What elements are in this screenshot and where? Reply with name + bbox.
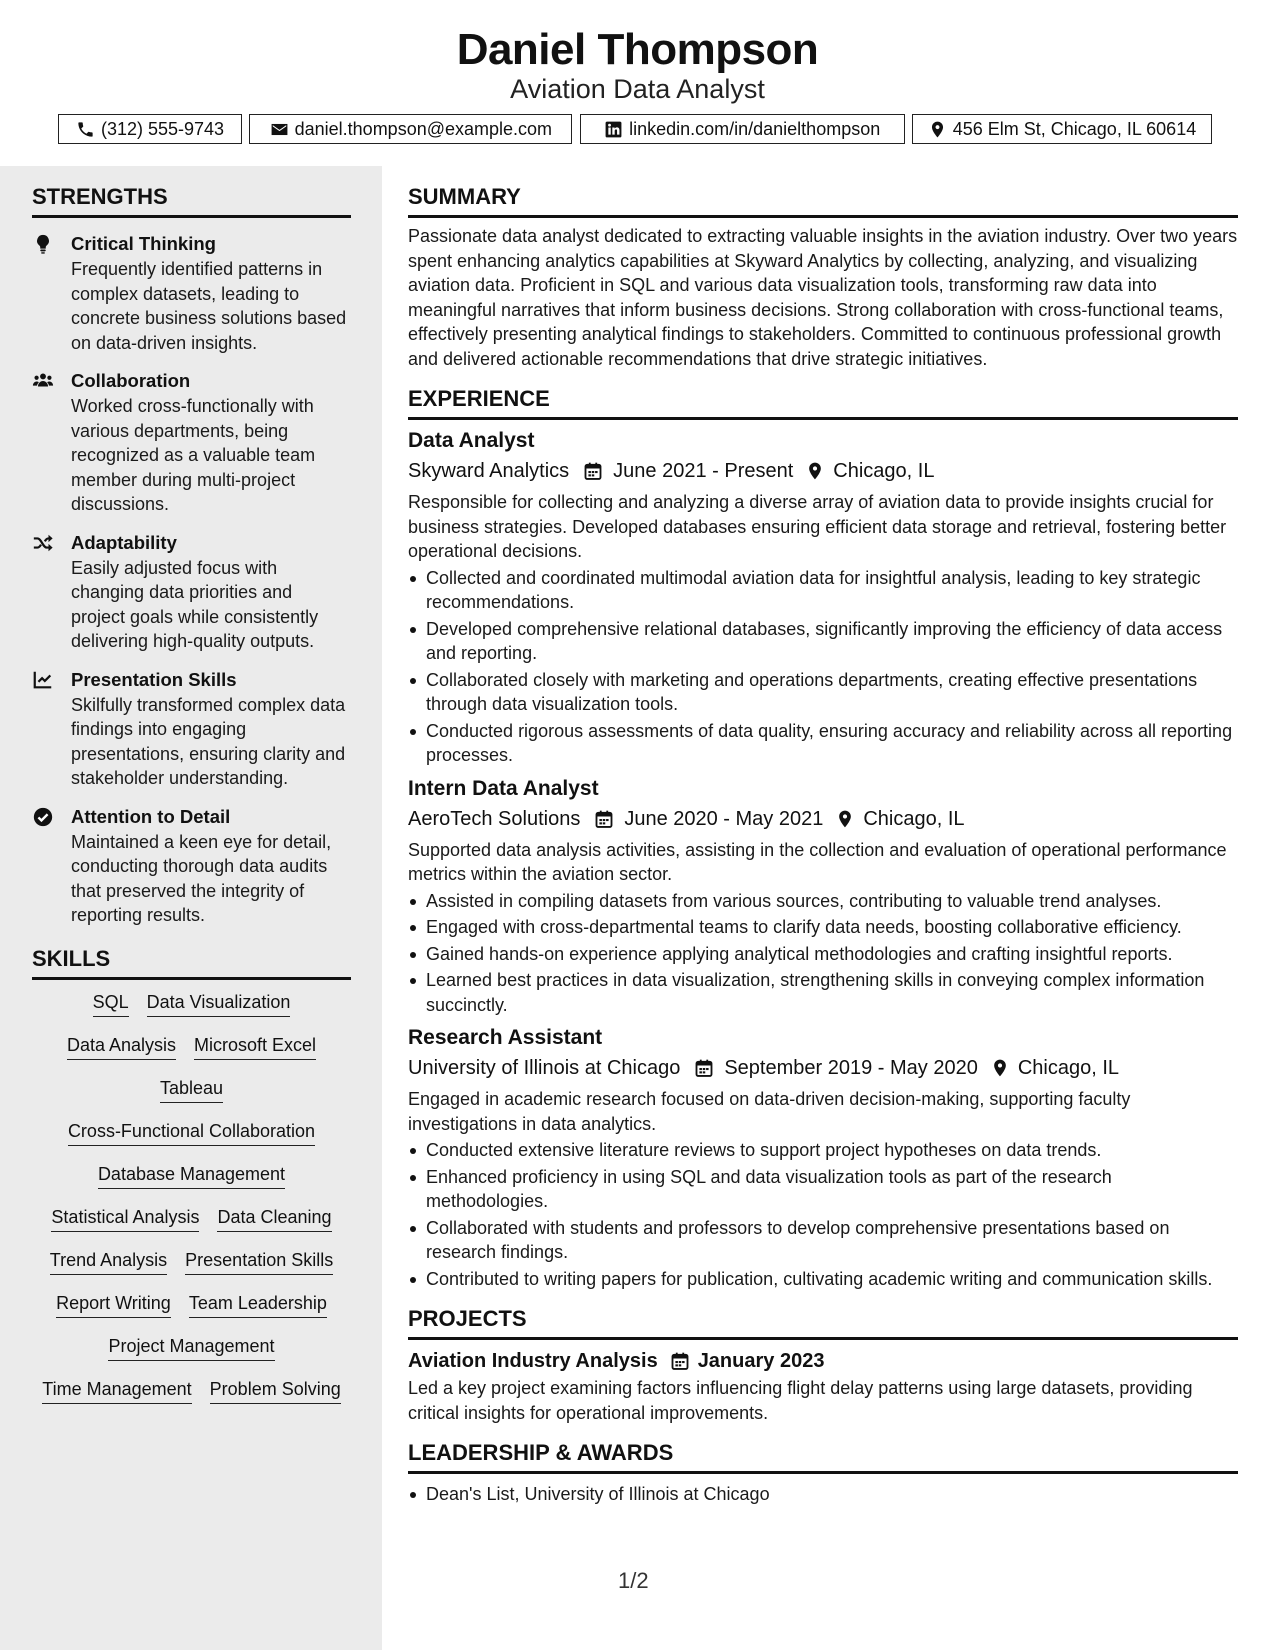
skill-tag: Statistical Analysis xyxy=(51,1205,199,1232)
strength-desc: Frequently identified patterns in complex datasets, leading to concrete business solutions based on data-driven insights. xyxy=(71,259,347,353)
skill-tag: Problem Solving xyxy=(210,1377,341,1404)
main-content xyxy=(382,166,1275,1650)
job-dates: June 2021 - Present xyxy=(613,460,794,482)
summary-heading: SUMMARY xyxy=(408,183,1238,218)
leadership-section xyxy=(408,1439,1238,1507)
job-location: Chicago, IL xyxy=(833,460,935,482)
contact-linkedin[interactable] xyxy=(580,114,905,144)
project-header xyxy=(408,1346,1238,1376)
strength-title: Collaboration xyxy=(71,370,191,391)
linkedin-icon xyxy=(604,120,623,139)
users-icon xyxy=(32,370,54,392)
contact-phone[interactable] xyxy=(58,114,242,144)
chart-line-icon xyxy=(32,669,54,691)
strength-title: Critical Thinking xyxy=(71,233,216,254)
projects-section xyxy=(408,1305,1238,1425)
job-meta xyxy=(408,1053,1238,1083)
contact-bar xyxy=(58,114,1212,144)
bullet-item: Dean's List, University of Illinois at Chicago xyxy=(408,1482,1238,1507)
strength-desc: Maintained a keen eye for detail, conducting thorough data audits that preserved the integrity of reporting results. xyxy=(71,831,332,925)
skill-tag: Presentation Skills xyxy=(185,1248,333,1275)
lightbulb-icon xyxy=(32,233,54,255)
job-meta xyxy=(408,456,1238,486)
skill-tag: Tableau xyxy=(160,1076,223,1103)
strength-item xyxy=(32,667,351,791)
strength-item xyxy=(32,231,351,355)
strength-item xyxy=(32,368,351,517)
skill-tag: Report Writing xyxy=(56,1291,171,1318)
candidate-name: Daniel Thompson xyxy=(456,25,819,74)
job-title: Research Assistant xyxy=(408,1026,603,1049)
strength-item xyxy=(32,804,351,928)
skill-tag: Team Leadership xyxy=(189,1291,327,1318)
job-meta xyxy=(408,804,1238,834)
leadership-bullets xyxy=(408,1482,1238,1507)
contact-address[interactable] xyxy=(912,114,1212,144)
job-company: Skyward Analytics xyxy=(408,460,570,482)
experience-section xyxy=(408,385,1238,1291)
email-text: daniel.thompson@example.com xyxy=(294,118,553,139)
skill-tag: Data Visualization xyxy=(147,990,291,1017)
job-bullets xyxy=(408,1138,1238,1291)
bullet-item: Collected and coordinated multimodal aviation data for insightful analysis, leading to key strategic recommendations. xyxy=(408,566,1238,615)
map-pin-icon xyxy=(928,120,947,139)
job-location: Chicago, IL xyxy=(1017,1057,1120,1079)
summary-text: Passionate data analyst dedicated to extracting valuable insights in the aviation industry. Over two years spent enhancing analytics capabilities at Skyward Analytics by collecting, analyzing, and visualizing aviation data. Proficient in SQL and various data visualization tools, transforming raw data into meaningful narratives that inform business decisions. Strong collaboration with cross-functional teams, effectively presenting analytical findings to stakeholders. Committed to continuous professional growth and delivered actionable recommendations that drive strategic initiatives. xyxy=(408,226,1238,369)
candidate-title: Aviation Data Analyst xyxy=(510,74,765,104)
strength-title: Adaptability xyxy=(71,531,177,553)
address-text: 456 Elm St, Chicago, IL 60614 xyxy=(952,118,1197,139)
map-pin-icon xyxy=(990,1058,1010,1078)
bullet-item: Conducted rigorous assessments of data quality, ensuring accuracy and reliability across all reporting processes. xyxy=(408,719,1238,768)
calendar-icon xyxy=(583,461,603,481)
job-entry xyxy=(408,774,1238,1018)
calendar-icon xyxy=(694,1058,714,1078)
sidebar xyxy=(0,166,382,1650)
check-circle-icon xyxy=(32,806,54,828)
job-entry xyxy=(408,1023,1238,1291)
job-bullets xyxy=(408,566,1238,768)
bullet-item: Learned best practices in data visualization, strengthening skills in conveying complex information succinctly. xyxy=(408,968,1238,1017)
experience-heading: EXPERIENCE xyxy=(408,385,1238,420)
contact-email[interactable] xyxy=(249,114,572,144)
phone-text: (312) 555-9743 xyxy=(100,118,225,139)
job-description: Engaged in academic research focused on data-driven decision-making, supporting faculty investigations in data analytics. xyxy=(408,1089,1131,1134)
skills-heading: SKILLS xyxy=(32,945,351,980)
bullet-item: Engaged with cross-departmental teams to clarify data needs, boosting collaborative efficiency. xyxy=(408,915,1238,940)
bullet-item: Conducted extensive literature reviews to support project hypotheses on data trends. xyxy=(408,1138,1238,1163)
phone-icon xyxy=(76,120,95,139)
job-dates: June 2020 - May 2021 xyxy=(624,807,824,830)
skill-tag: Data Cleaning xyxy=(217,1205,331,1232)
strength-desc: Easily adjusted focus with changing data priorities and project goals while consistently delivering high-quality outputs. xyxy=(71,557,319,651)
page-number: 1/2 xyxy=(618,1568,649,1593)
strength-title: Attention to Detail xyxy=(71,805,231,827)
resume-header xyxy=(0,0,1275,166)
job-description: Responsible for collecting and analyzing a diverse array of aviation data to provide insights crucial for business strategies. Developed databases ensuring efficient data storage and retrieval, fostering better operational decisions. xyxy=(408,492,1227,561)
leadership-heading: LEADERSHIP & AWARDS xyxy=(408,1439,1238,1474)
bullet-item: Contributed to writing papers for publication, cultivating academic writing and communication skills. xyxy=(408,1267,1238,1292)
bullet-item: Collaborated closely with marketing and operations departments, creating effective presentations through data visualization tools. xyxy=(408,668,1238,717)
strength-desc: Worked cross-functionally with various departments, being recognized as a valuable team member during multi-project discussions. xyxy=(71,396,316,514)
job-title: Data Analyst xyxy=(408,429,535,452)
skill-tag: Cross-Functional Collaboration xyxy=(68,1119,315,1146)
skill-tag: SQL xyxy=(93,990,129,1017)
strength-title: Presentation Skills xyxy=(71,668,237,690)
skills-list xyxy=(32,990,351,1404)
map-pin-icon xyxy=(835,809,855,829)
skill-tag: Data Analysis xyxy=(67,1033,176,1060)
bullet-item: Gained hands-on experience applying analytical methodologies and crafting insightful reports. xyxy=(408,942,1238,967)
project-title: Aviation Industry Analysis xyxy=(408,1350,658,1372)
job-company: AeroTech Solutions xyxy=(408,807,581,830)
project-description: Led a key project examining factors influencing flight delay patterns using large datasets, providing critical insights for operational improvements. xyxy=(408,1378,1193,1423)
strength-item xyxy=(32,530,351,654)
skill-tag: Time Management xyxy=(42,1377,191,1404)
calendar-icon xyxy=(670,1351,690,1371)
job-bullets xyxy=(408,889,1238,1018)
calendar-icon xyxy=(594,809,614,829)
skill-tag: Database Management xyxy=(98,1162,285,1189)
strength-desc: Skilfully transformed complex data findings into engaging presentations, ensuring clarity and stakeholder understanding. xyxy=(71,694,346,788)
strengths-heading: STRENGTHS xyxy=(32,183,351,218)
job-dates: September 2019 - May 2020 xyxy=(724,1057,978,1079)
projects-heading: PROJECTS xyxy=(408,1305,1238,1340)
skill-tag: Microsoft Excel xyxy=(194,1033,316,1060)
job-company: University of Illinois at Chicago xyxy=(408,1057,681,1079)
bullet-item: Developed comprehensive relational databases, significantly improving the efficiency of data access and reporting. xyxy=(408,617,1238,666)
map-pin-icon xyxy=(805,461,825,481)
bullet-item: Enhanced proficiency in using SQL and data visualization tools as part of the research methodologies. xyxy=(408,1165,1238,1214)
bullet-item: Collaborated with students and professors to develop comprehensive presentations based on research findings. xyxy=(408,1216,1238,1265)
job-location: Chicago, IL xyxy=(863,807,965,830)
job-title: Intern Data Analyst xyxy=(408,776,599,800)
job-description: Supported data analysis activities, assisting in the collection and evaluation of operational performance metrics within the aviation sector. xyxy=(408,839,1227,884)
skill-tag: Trend Analysis xyxy=(50,1248,167,1275)
skills-section xyxy=(32,945,351,1404)
bullet-item: Assisted in compiling datasets from various sources, contributing to valuable trend analyses. xyxy=(408,889,1238,914)
job-entry xyxy=(408,426,1238,768)
skill-tag: Project Management xyxy=(108,1334,274,1361)
envelope-icon xyxy=(270,120,289,139)
project-date: January 2023 xyxy=(697,1350,825,1372)
shuffle-icon xyxy=(32,532,54,554)
linkedin-text: linkedin.com/in/danielthompson xyxy=(629,118,881,139)
